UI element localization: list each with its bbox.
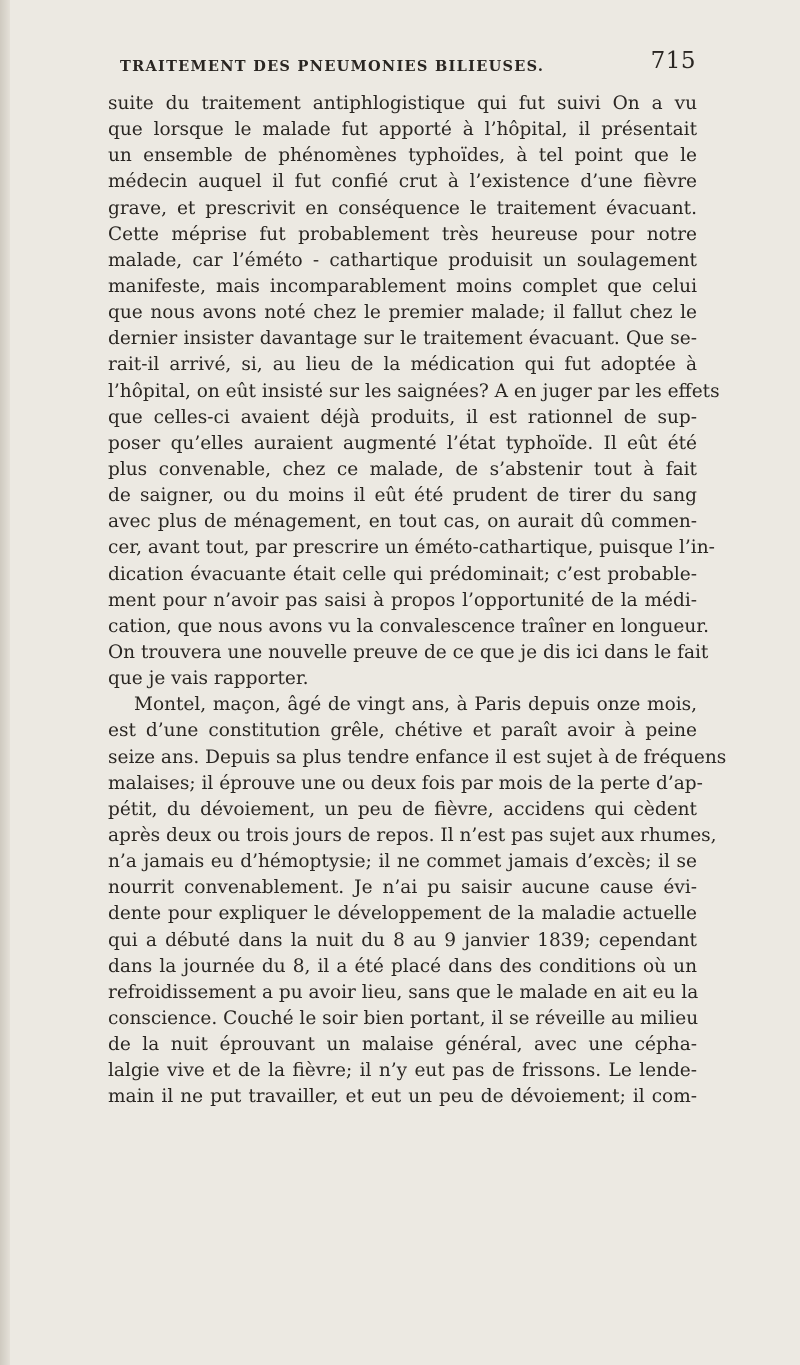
text-line: nourrit convenablement. Je n’ai pu saisir aucune cause évi- bbox=[108, 877, 697, 899]
text-line: de la nuit éprouvant un malaise général, avec une cépha- bbox=[108, 1034, 697, 1056]
text-line: malade, car l’éméto - cathartique produisit un soulagement bbox=[108, 249, 697, 271]
text-line: n’a jamais eu d’hémoptysie; il ne commet jamais d’excès; il se bbox=[108, 851, 697, 873]
text-line: malaises; il éprouve une ou deux fois par mois de la perte d’ap- bbox=[108, 772, 703, 794]
text-line: Cette méprise fut probablement très heureuse pour notre bbox=[108, 223, 697, 245]
text-line: l’hôpital, on eût insisté sur les saignées? A en juger par les effets bbox=[108, 380, 720, 402]
page-number: 715 bbox=[650, 48, 696, 74]
running-head bbox=[108, 48, 696, 82]
text-line: que lorsque le malade fut apporté à l’hôpital, il présentait bbox=[108, 119, 697, 141]
text-line: de saigner, ou du moins il eût été prudent de tirer du sang bbox=[108, 485, 697, 507]
text-line: dente pour expliquer le développement de la maladie actuelle bbox=[108, 903, 697, 925]
text-line: dans la journée du 8, il a été placé dans des conditions où un bbox=[108, 955, 697, 977]
text-line: cer, avant tout, par prescrire un éméto-cathartique, puisque l’in- bbox=[108, 537, 715, 559]
text-line: On trouvera une nouvelle preuve de ce que je dis ici dans le fait bbox=[108, 641, 709, 663]
text-line: conscience. Couché le soir bien portant, il se réveille au milieu bbox=[108, 1007, 699, 1029]
text-line: qui a débuté dans la nuit du 8 au 9 janvier 1839; cependant bbox=[108, 929, 697, 951]
text-line: rait-il arrivé, si, au lieu de la médication qui fut adoptée à bbox=[108, 354, 697, 376]
running-title: TRAITEMENT DES PNEUMONIES BILIEUSES. bbox=[120, 58, 545, 75]
text-line: lalgie vive et de la fièvre; il n’y eut pas de frissons. Le lende- bbox=[108, 1060, 697, 1082]
text-line: ment pour n’avoir pas saisi à propos l’opportunité de la médi- bbox=[108, 589, 697, 611]
text-line: seize ans. Depuis sa plus tendre enfance il est sujet à de fréquens bbox=[108, 746, 727, 768]
text-line: plus convenable, chez ce malade, de s’abstenir tout à fait bbox=[108, 458, 697, 480]
text-line: avec plus de ménagement, en tout cas, on aurait dû commen- bbox=[108, 511, 697, 533]
binding-gutter bbox=[0, 0, 10, 1365]
text-line: un ensemble de phénomènes typhoïdes, à tel point que le bbox=[108, 145, 697, 167]
paragraph-start-line: Montel, maçon, âgé de vingt ans, à Paris depuis onze mois, bbox=[134, 694, 697, 716]
text-line: main il ne put travailler, et eut un peu de dévoiement; il com- bbox=[108, 1086, 697, 1108]
text-line: cation, que nous avons vu la convalescence traîner en longueur. bbox=[108, 615, 709, 637]
text-line: grave, et prescrivit en conséquence le traitement évacuant. bbox=[108, 197, 697, 219]
text-line: suite du traitement antiphlogistique qui fut suivi On a vu bbox=[108, 93, 697, 114]
paragraph-end-line: que je vais rapporter. bbox=[108, 668, 309, 690]
text-line: dication évacuante était celle qui prédominait; c’est probable- bbox=[108, 563, 697, 585]
text-line: poser qu’elles auraient augmenté l’état typhoïde. Il eût été bbox=[108, 432, 697, 454]
body-text bbox=[108, 91, 727, 1110]
text-line: que celles-ci avaient déjà produits, il est rationnel de sup- bbox=[108, 406, 697, 428]
text-line: manifeste, mais incomparablement moins complet que celui bbox=[108, 275, 697, 297]
text-line: médecin auquel il fut confié crut à l’existence d’une fièvre bbox=[108, 171, 697, 193]
text-line: que nous avons noté chez le premier malade; il fallut chez le bbox=[108, 302, 697, 324]
text-line: est d’une constitution grêle, chétive et paraît avoir à peine bbox=[108, 720, 697, 742]
text-line: dernier insister davantage sur le traitement évacuant. Que se- bbox=[108, 328, 697, 350]
text-line: refroidissement a pu avoir lieu, sans que le malade en ait eu la bbox=[108, 981, 699, 1003]
text-line: pétit, du dévoiement, un peu de fièvre, accidens qui cèdent bbox=[108, 798, 697, 820]
text-line: après deux ou trois jours de repos. Il n’est pas sujet aux rhumes, bbox=[108, 824, 717, 846]
